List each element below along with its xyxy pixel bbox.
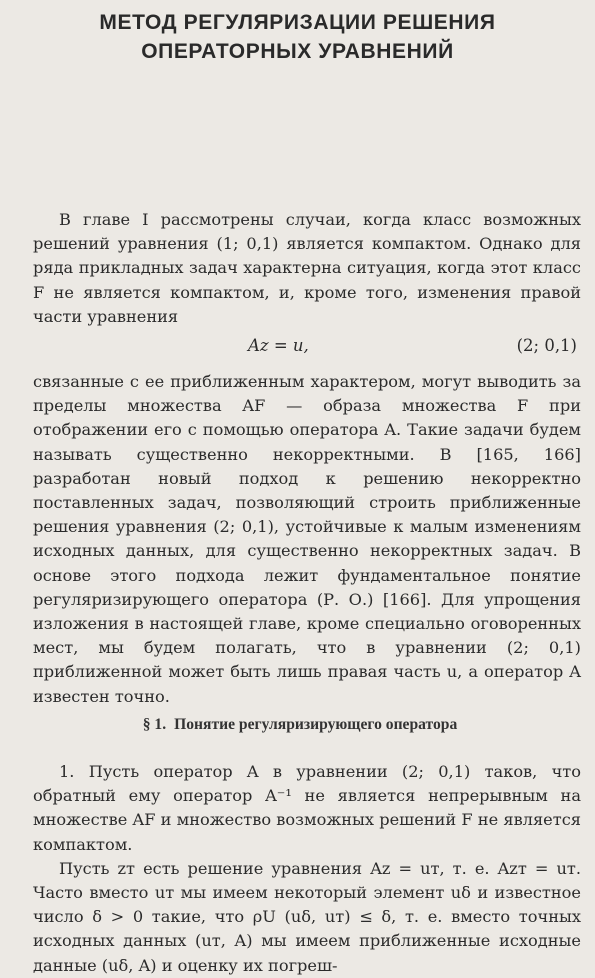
section-number: § 1. [142,716,167,733]
chapter-title-line-1: МЕТОД РЕГУЛЯРИЗАЦИИ РЕШЕНИЯ [99,11,496,34]
equation-formula: Az = u, [248,336,309,355]
section-heading [40,716,560,734]
chapter-title-line-2: ОПЕРАТОРНЫХ УРАВНЕНИЙ [141,40,454,63]
section-body [33,760,581,978]
section-paragraph-2: Пусть zт есть решение уравнения Az = uт, т. е. Azт = uт. Часто вместо uт мы имеем некоторый элемент uδ и известное число δ > 0 такие, что ρU (uδ, uт) ≤ δ, т. е. вместо точных исходных данных (uт, A) мы имеем приближенные исходные данные (uδ, A) и оценку их погреш- [33,858,581,975]
continuation-block [33,370,581,709]
intro-block [33,208,581,329]
section-title: Понятие регуляризирующего оператора [174,716,458,733]
equation-2-0-1 [33,336,581,362]
continuation-paragraph: связанные с ее приближенным характером, могут выводить за пределы множества AF — образа множества F при отображении его с помощью оператора A. Такие задачи будем называть существенно некорректными. В [165, 166] разработан новый подход к решению некорректно поставленных задач, позволяющий строить приближенные решения уравнения (2; 0,1), устойчивые к малым изменениям исходных данных, для существенно некорректных задач. В основе этого подхода лежит фундаментальное понятие регуляризирующего оператора (Р. О.) [166]. Для упрощения изложения в настоящей главе, кроме специально оговоренных мест, мы будем полагать, что в уравнении (2; 0,1) приближенной может быть лишь правая часть u, а оператор A известен точно. [33,372,581,706]
chapter-title [40,8,555,66]
equation-number: (2; 0,1) [516,336,577,355]
section-paragraph-1: 1. Пусть оператор A в уравнении (2; 0,1) таков, что обратный ему оператор A⁻¹ не является непрерывным на множестве AF и множество возможных решений F не является компактом. [33,762,581,854]
intro-paragraph: В главе I рассмотрены случаи, когда класс возможных решений уравнения (1; 0,1) является компактом. Однако для ряда прикладных задач характерна ситуация, когда этот класс F не является компактом, и, кроме того, изменения правой части уравнения [33,210,581,326]
